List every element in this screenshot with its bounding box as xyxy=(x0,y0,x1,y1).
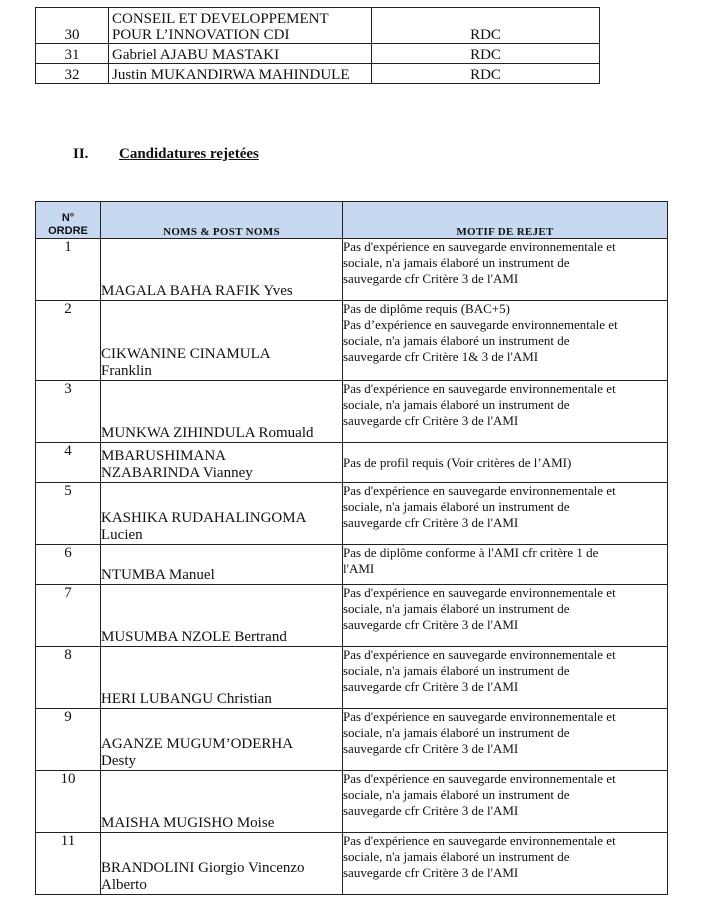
header-rejection-reason: MOTIF DE REJET xyxy=(343,202,668,239)
row-number: 5 xyxy=(36,483,101,545)
candidate-name-line1: CONSEIL ET DEVELOPPEMENT xyxy=(112,11,329,27)
table-header-row xyxy=(36,202,668,239)
rejection-reason-line: sauvegarde cfr Critère 3 de l'AMI xyxy=(343,803,519,818)
rejection-reason-line: l'AMI xyxy=(343,561,375,576)
table-row xyxy=(36,443,668,483)
rejection-reason-line: sauvegarde cfr Critère 3 de l'AMI xyxy=(343,865,519,880)
table-row xyxy=(36,381,668,443)
candidate-name xyxy=(101,833,343,895)
candidate-name-line2: Alberto xyxy=(101,877,147,893)
table-row xyxy=(36,64,600,84)
candidate-name: Gabriel AJABU MASTAKI xyxy=(109,44,372,64)
rejection-reason-line: Pas d'expérience en sauvegarde environnementale et xyxy=(343,381,616,396)
candidate-name-line2: NZABARINDA Vianney xyxy=(101,465,253,481)
rejection-reason xyxy=(343,443,668,483)
section-number: II. xyxy=(73,146,89,162)
table-row xyxy=(36,545,668,585)
rejection-reason xyxy=(343,239,668,301)
row-number: 9 xyxy=(36,709,101,771)
candidate-name-line1: CIKWANINE CINAMULA xyxy=(101,346,271,362)
rejection-reason xyxy=(343,771,668,833)
rejection-reason xyxy=(343,381,668,443)
candidate-name xyxy=(101,483,343,545)
rejection-reason-line: sauvegarde cfr Critère 1& 3 de l'AMI xyxy=(343,349,539,364)
row-number: 10 xyxy=(36,771,101,833)
rejection-reason xyxy=(343,833,668,895)
section-heading xyxy=(73,146,259,163)
candidate-name: Justin MUKANDIRWA MAHINDULE xyxy=(109,64,372,84)
table-row xyxy=(36,647,668,709)
candidate-name-line1: MUNKWA ZIHINDULA Romuald xyxy=(101,425,314,441)
table-row xyxy=(36,771,668,833)
candidate-name-line1: HERI LUBANGU Christian xyxy=(101,691,272,707)
row-number: 3 xyxy=(36,381,101,443)
candidate-name xyxy=(101,301,343,381)
rejection-reason xyxy=(343,545,668,585)
candidate-country: RDC xyxy=(372,64,600,84)
rejection-reason-line: sociale, n'a jamais élaboré un instrument de xyxy=(343,849,570,864)
table-row xyxy=(36,301,668,381)
candidate-name xyxy=(101,381,343,443)
candidate-name xyxy=(101,443,343,483)
rejection-reason-line: sauvegarde cfr Critère 3 de l'AMI xyxy=(343,413,519,428)
candidate-name-line2: Desty xyxy=(101,753,136,769)
rejection-reason-line: Pas de profil requis (Voir critères de l’AMI) xyxy=(343,454,572,470)
candidate-name-line1: NTUMBA Manuel xyxy=(101,567,215,583)
rejection-reason-line: sociale, n'a jamais élaboré un instrument de xyxy=(343,787,570,802)
candidate-country: RDC xyxy=(372,8,600,44)
rejection-reason-line: sociale, n'a jamais élaboré un instrument de xyxy=(343,397,570,412)
candidate-name-line1: MBARUSHIMANA xyxy=(101,448,227,464)
table-row xyxy=(36,44,600,64)
rejection-reason-line: Pas d'expérience en sauvegarde environnementale et xyxy=(343,239,616,254)
rejection-reason xyxy=(343,585,668,647)
rejection-reason xyxy=(343,301,668,381)
rejection-reason-line: sociale, n'a jamais élaboré un instrument de xyxy=(343,499,570,514)
table-row xyxy=(36,833,668,895)
table-row xyxy=(36,239,668,301)
rejection-reason-line: Pas de diplôme conforme à l'AMI cfr critère 1 de xyxy=(343,545,599,560)
candidate-name-line1: BRANDOLINI Giorgio Vincenzo xyxy=(101,860,305,876)
candidate-name-line1: MAISHA MUGISHO Moise xyxy=(101,815,275,831)
row-number: 32 xyxy=(36,64,109,84)
rejection-reason-line: sociale, n'a jamais élaboré un instrument de xyxy=(343,663,570,678)
rejected-table-body xyxy=(36,239,668,895)
header-num-line2: ORDRE xyxy=(48,225,88,237)
row-number: 2 xyxy=(36,301,101,381)
candidate-name-line1: MUSUMBA NZOLE Bertrand xyxy=(101,629,287,645)
row-number: 8 xyxy=(36,647,101,709)
row-number: 7 xyxy=(36,585,101,647)
candidate-name-line1: KASHIKA RUDAHALINGOMA xyxy=(101,510,307,526)
candidate-name-line1: AGANZE MUGUM’ODERHA xyxy=(101,736,294,752)
row-number: 31 xyxy=(36,44,109,64)
row-number: 11 xyxy=(36,833,101,895)
rejection-reason-line: sociale, n'a jamais élaboré un instrument de xyxy=(343,255,570,270)
table-row xyxy=(36,585,668,647)
rejection-reason-line: Pas d'expérience en sauvegarde environnementale et xyxy=(343,483,616,498)
candidate-name xyxy=(101,239,343,301)
header-num-line1: N° xyxy=(61,212,75,224)
candidate-name xyxy=(109,8,372,44)
row-number: 6 xyxy=(36,545,101,585)
rejection-reason-line: sauvegarde cfr Critère 3 de l'AMI xyxy=(343,617,519,632)
candidate-country: RDC xyxy=(372,44,600,64)
row-number: 30 xyxy=(36,8,109,44)
rejection-reason-line: Pas d'expérience en sauvegarde environnementale et xyxy=(343,771,616,786)
rejection-reason-line: sociale, n'a jamais élaboré un instrument de xyxy=(343,333,570,348)
rejection-reason-line: Pas d'expérience en sauvegarde environnementale et xyxy=(343,647,616,662)
row-number: 1 xyxy=(36,239,101,301)
candidate-name-line2: POUR L’INNOVATION CDI xyxy=(112,27,290,43)
table-row xyxy=(36,483,668,545)
rejection-reason xyxy=(343,483,668,545)
rejected-candidates-table xyxy=(35,201,668,895)
rejection-reason-line: sauvegarde cfr Critère 3 de l'AMI xyxy=(343,679,519,694)
candidate-name xyxy=(101,647,343,709)
rejection-reason xyxy=(343,709,668,771)
rejection-reason-line: Pas de diplôme requis (BAC+5) xyxy=(343,301,510,316)
candidate-name-line2: Lucien xyxy=(101,527,143,543)
rejection-reason-line: sauvegarde cfr Critère 3 de l'AMI xyxy=(343,741,519,756)
table-row xyxy=(36,709,668,771)
candidate-name-line1: MAGALA BAHA RAFIK Yves xyxy=(101,283,293,299)
rejection-reason-line: Pas d’expérience en sauvegarde environnementale et xyxy=(343,317,618,332)
candidate-name xyxy=(101,545,343,585)
section-title: Candidatures rejetées xyxy=(119,146,259,162)
rejection-reason-line: sociale, n'a jamais élaboré un instrument de xyxy=(343,601,570,616)
accepted-candidates-table-continued xyxy=(35,7,600,84)
rejection-reason-line: sociale, n'a jamais élaboré un instrument de xyxy=(343,725,570,740)
candidate-name-line2: Franklin xyxy=(101,363,152,379)
candidate-name xyxy=(101,771,343,833)
header-names: NOMS & POST NOMS xyxy=(101,202,343,239)
row-number: 4 xyxy=(36,443,101,483)
rejection-reason xyxy=(343,647,668,709)
rejection-reason-line: sauvegarde cfr Critère 3 de l'AMI xyxy=(343,515,519,530)
rejection-reason-line: Pas d'expérience en sauvegarde environnementale et xyxy=(343,833,616,848)
rejection-reason-line: sauvegarde cfr Critère 3 de l'AMI xyxy=(343,271,519,286)
table-row xyxy=(36,8,600,44)
rejection-reason-line: Pas d'expérience en sauvegarde environnementale et xyxy=(343,709,616,724)
rejection-reason-line: Pas d'expérience en sauvegarde environnementale et xyxy=(343,585,616,600)
header-order-number xyxy=(36,202,101,239)
candidate-name xyxy=(101,585,343,647)
candidate-name xyxy=(101,709,343,771)
